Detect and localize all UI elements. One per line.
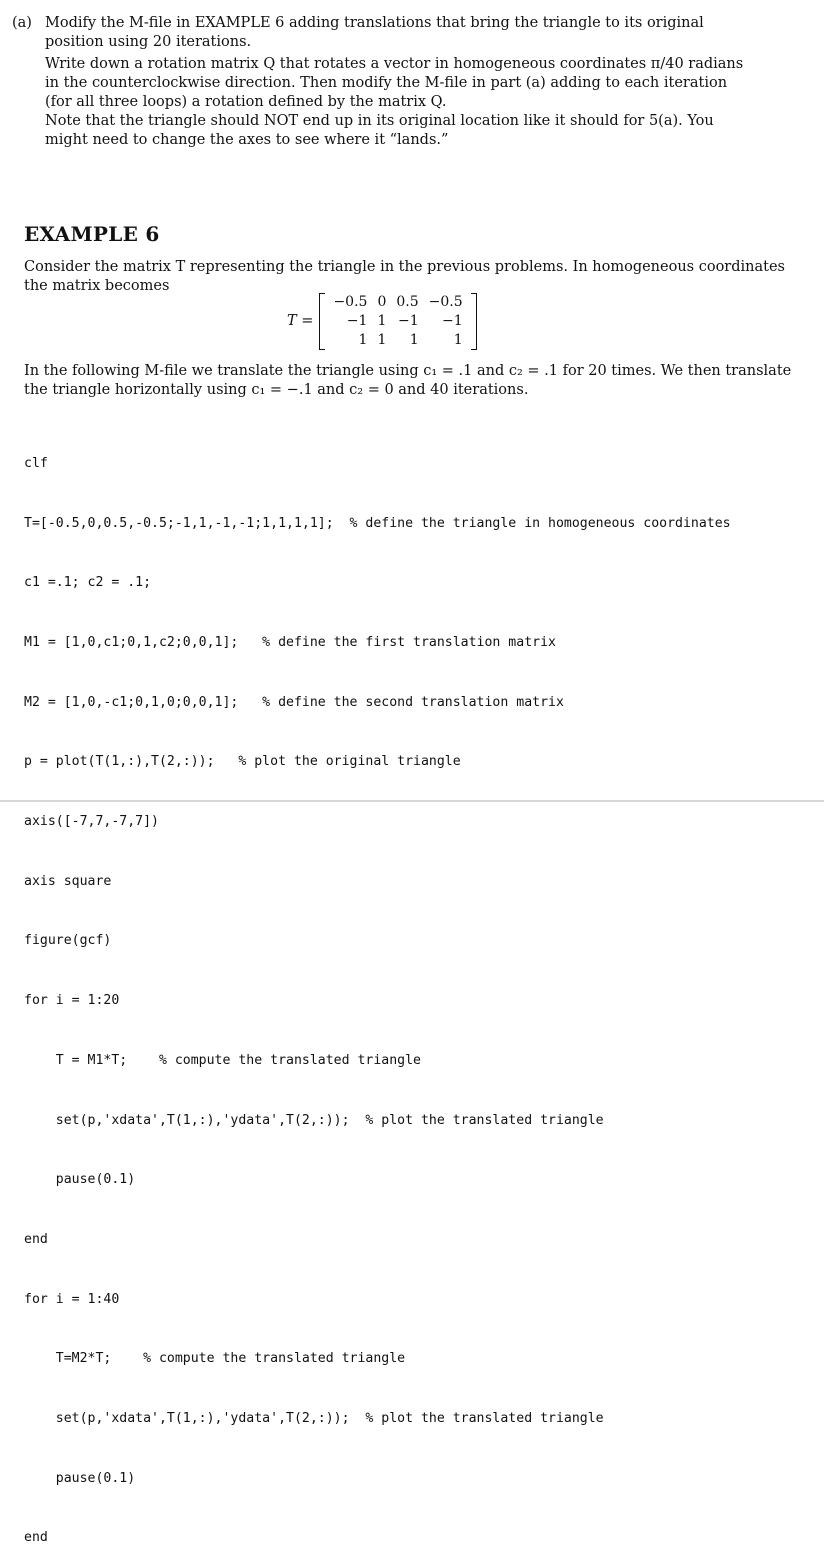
part-b-line: in the counterclockwise direction. Then modify the M-file in part (a) adding to each iteration [45, 75, 728, 91]
matrix-cell: 0 [377, 293, 387, 310]
part-a-line: Modify the M-file in EXAMPLE 6 adding translations that bring the triangle to its original [45, 15, 704, 31]
part-a-label: (a) [12, 15, 32, 31]
matrix-table [328, 293, 467, 350]
code-line: M2 = [1,0,-c1;0,1,0;0,0,1]; % define the second translation matrix [24, 694, 564, 710]
code-line: axis([-7,7,-7,7]) [24, 814, 159, 830]
matrix-cell: −1 [397, 312, 419, 329]
part-b-line: (for all three loops) a rotation defined by the matrix Q. [45, 94, 447, 110]
code-line: T=[-0.5,0,0.5,-0.5;-1,1,-1,-1;1,1,1,1]; % define the triangle in homogeneous coordinates [24, 515, 731, 531]
code-line: M1 = [1,0,c1;0,1,c2;0,0,1]; % define the first translation matrix [24, 634, 556, 650]
example-explanation-line: the triangle horizontally using c₁ = −.1 and c₂ = 0 and 40 iterations. [24, 382, 529, 398]
matrix-cell: 1 [453, 331, 463, 348]
example-intro-line: Consider the matrix T representing the triangle in the previous problems. In homogeneous coordinates [24, 259, 785, 275]
example-explanation [24, 362, 804, 400]
matrix-equation [287, 291, 477, 351]
code-line: set(p,'xdata',T(1,:),'ydata',T(2,:)); % plot the translated triangle [24, 1411, 604, 1427]
matrix-cell: 1 [409, 331, 419, 348]
matrix-cell: 1 [377, 331, 387, 348]
code-line: T = M1*T; % compute the translated triangle [24, 1052, 421, 1068]
code-line: clf [24, 455, 48, 471]
matrix-cell: −1 [346, 312, 368, 329]
code-line: set(p,'xdata',T(1,:),'ydata',T(2,:)); % plot the translated triangle [24, 1112, 604, 1128]
example-intro-line: the matrix becomes [24, 278, 170, 294]
code-line: c1 =.1; c2 = .1; [24, 575, 152, 591]
part-b-line: might need to change the axes to see where it “lands.” [45, 132, 449, 148]
part-b-body [45, 55, 785, 150]
example-explanation-line: In the following M-file we translate the triangle using c₁ = .1 and c₂ = .1 for 20 times. We then translate [24, 363, 792, 379]
code-line: T=M2*T; % compute the translated triangle [24, 1351, 406, 1367]
part-a-line: position using 20 iterations. [45, 34, 252, 50]
part-b-line: Note that the triangle should NOT end up in its original location like it should for 5(a). You [45, 113, 714, 129]
part-b-line: Write down a rotation matrix Q that rotates a vector in homogeneous coordinates π/40 radians [45, 56, 744, 72]
code-line: p = plot(T(1,:),T(2,:)); % plot the original triangle [24, 754, 461, 770]
matrix-row [328, 312, 467, 331]
matrix-cell: −1 [441, 312, 463, 329]
code-line: end [24, 1530, 48, 1546]
matrix-cell: −0.5 [333, 293, 368, 310]
code-line: axis square [24, 873, 112, 889]
code-line: pause(0.1) [24, 1470, 136, 1486]
matrix-row [328, 331, 467, 350]
matrix-row [328, 293, 467, 312]
matrix-label: T = [287, 313, 314, 329]
matrix-cell: 1 [358, 331, 368, 348]
code-line: end [24, 1231, 48, 1247]
code-line: pause(0.1) [24, 1172, 136, 1188]
matrix-cell: 0.5 [396, 293, 419, 310]
mfile-code-block [24, 414, 731, 1568]
part-a-body [45, 14, 785, 150]
matrix-brackets [319, 293, 476, 350]
code-line: for i = 1:40 [24, 1291, 120, 1307]
example-title: EXAMPLE 6 [24, 222, 160, 246]
matrix-cell: −0.5 [428, 293, 463, 310]
matrix-cell: 1 [377, 312, 387, 329]
code-line: for i = 1:20 [24, 993, 120, 1009]
code-line: figure(gcf) [24, 933, 112, 949]
